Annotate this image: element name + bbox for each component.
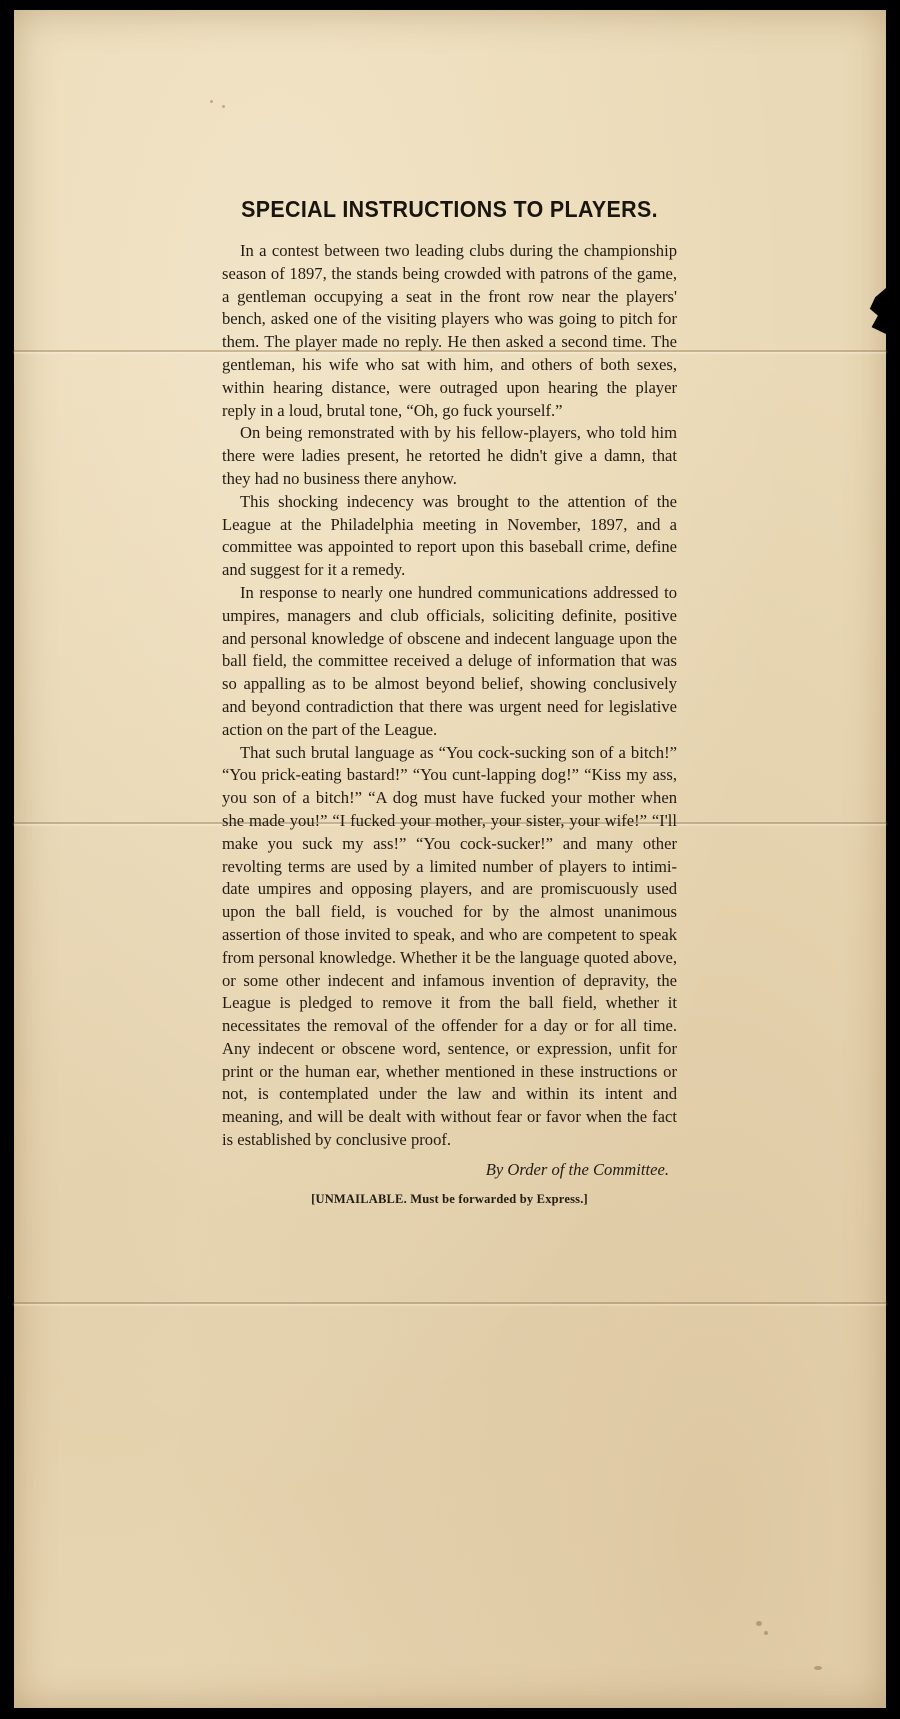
stain-spot: [756, 1621, 762, 1626]
paper-tear: [868, 288, 886, 334]
paragraph: In response to nearly one hundred communications addressed to umpires, managers and club officials, soliciting definite, positive and personal knowledge of obscene and indecent language upon the ball field, the committee received a deluge of information that was so appalling as to be almost beyond belief, showing conclusively and beyond contradiction that there was urgent need for legislative action on the part of the League.: [222, 582, 677, 739]
signature-line: By Order of the Committee.: [485, 1159, 669, 1179]
paragraph: This shocking indecency was brought to the attention of the League at the Philadelphia meeting in November, 1897, and a committee was appointed to report upon this baseball crime, define and suggest for it a remedy.: [222, 491, 677, 580]
paragraph: That such brutal language as “You cock-sucking son of a bitch!” “You prick-eating bastard!” “You cunt-lapping dog!” “Kiss my ass, you son of a bitch!” “A dog must have fucked your mother when she made you!” “I fucked your mother, your sister, your wife!” “I'll make you suck my ass!” “You cock-sucker!” and many other revolting terms are used by a limited number of players to intimidate umpires and opposing players, and are promiscuously used upon the ball field, is vouched for by the almost unanimous assertion of those invited to speak, and who are competent to speak from personal knowledge. Whether it be the language quoted above, or some other indecent and infamous invention of depravity, the League is pledged to remove it from the ball field, whether it necessitates the removal of the offender for a day or for all time. Any indecent or obscene word, sentence, or expression, unfit for print or the human ear, whether mentioned in these instructions or not, is contemplated under the law and within its intent and meaning, and will be dealt with without fear or favor when the fact is established by conclusive proof.: [222, 742, 677, 1150]
stain-spot: [210, 100, 213, 103]
document-title: SPECIAL INSTRUCTIONS TO PLAYERS.: [241, 196, 658, 222]
fold-crease: [14, 1302, 886, 1304]
stain-spot: [814, 1666, 822, 1670]
stain-spot: [222, 105, 225, 108]
paragraph: On being remonstrated with by his fellow-players, who told him there were ladies present, he retorted he didn't give a damn, that they had no business there anyhow.: [222, 423, 677, 488]
document-body: [222, 196, 677, 1207]
mailing-notice: [UNMAILABLE. Must be forwarded by Express.]: [311, 1191, 588, 1206]
stain-spot: [764, 1631, 768, 1635]
paragraph: In a contest between two leading clubs during the championship season of 1897, the stands being crowded with patrons of the game, a gentleman occupying a seat in the front row near the players' bench, asked one of the visiting players who was going to pitch for them. The player made no reply. He then asked a second time. The gentleman, his wife who sat with him, and others of both sexes, within hearing distance, were outraged upon hearing the player reply in a loud, brutal tone, “Oh, go fuck yourself.”: [222, 241, 677, 420]
